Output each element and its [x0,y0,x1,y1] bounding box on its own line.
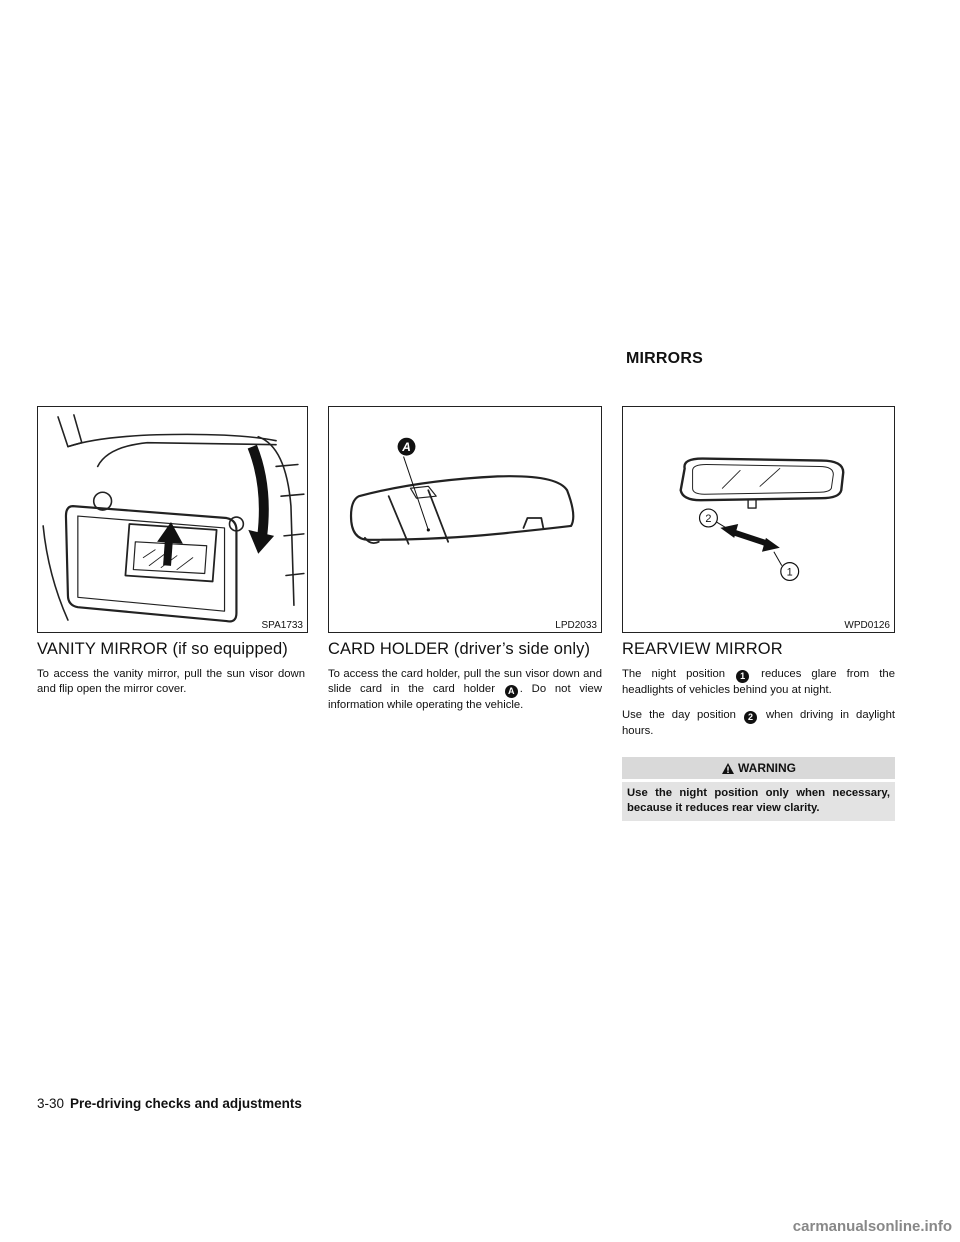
day-position-text [622,708,895,739]
card-holder-text: . Do not view information while operating the vehicle. [328,683,602,711]
card-holder-heading: CARD HOLDER (driver’s side only) [328,640,591,658]
callout-1-marker: 1 [736,670,749,683]
warning-text: Use the night position only when necessary, because it reduces rear view clarity. [622,782,895,821]
vanity-mirror-heading: VANITY MIRROR (if so equipped) [37,640,288,658]
page-footer [37,1096,302,1111]
column-card-holder [328,640,602,723]
card-holder-text: To access the card holder, pull the sun visor down and slide card in the card holder [328,668,602,695]
callout-a-marker: A [505,685,518,698]
warning-title: WARNING [738,761,796,775]
callout-2-marker: 2 [744,711,757,724]
figure-vanity-mirror [37,406,308,633]
figure-id: WPD0126 [844,620,890,631]
card-holder-body [328,667,602,713]
watermark: carmanualsonline.info [792,1218,952,1235]
column-rearview-mirror [622,640,895,821]
figure-card-holder [328,406,602,633]
callout-a-label: A [402,440,411,455]
night-text: reduces glare from the headlights of vehicles behind you at night. [622,668,895,696]
vanity-mirror-body: To access the vanity mirror, pull the sun visor down and flip open the mirror cover. [37,668,305,695]
night-position-text [622,667,895,698]
card-holder-illustration [329,407,601,632]
page-number: 3-30 [37,1096,65,1111]
figure-id: LPD2033 [555,620,597,631]
callout-1-label: 1 [786,566,793,579]
column-vanity-mirror [37,640,305,707]
chapter-title: Pre-driving checks and adjustments [70,1096,302,1111]
warning-header [622,757,895,779]
rearview-mirror-heading: REARVIEW MIRROR [622,640,783,658]
vanity-mirror-illustration [38,407,307,632]
day-text: when driving in daylight hours. [622,709,895,737]
section-title: MIRRORS [626,350,703,367]
figure-rearview-mirror [622,406,895,633]
warning-icon [721,762,735,775]
rearview-mirror-illustration [623,407,894,632]
callout-2-label: 2 [705,512,712,525]
day-text: Use the day position [622,709,743,721]
night-text: The night position [622,668,736,680]
figure-id: SPA1733 [261,620,303,631]
